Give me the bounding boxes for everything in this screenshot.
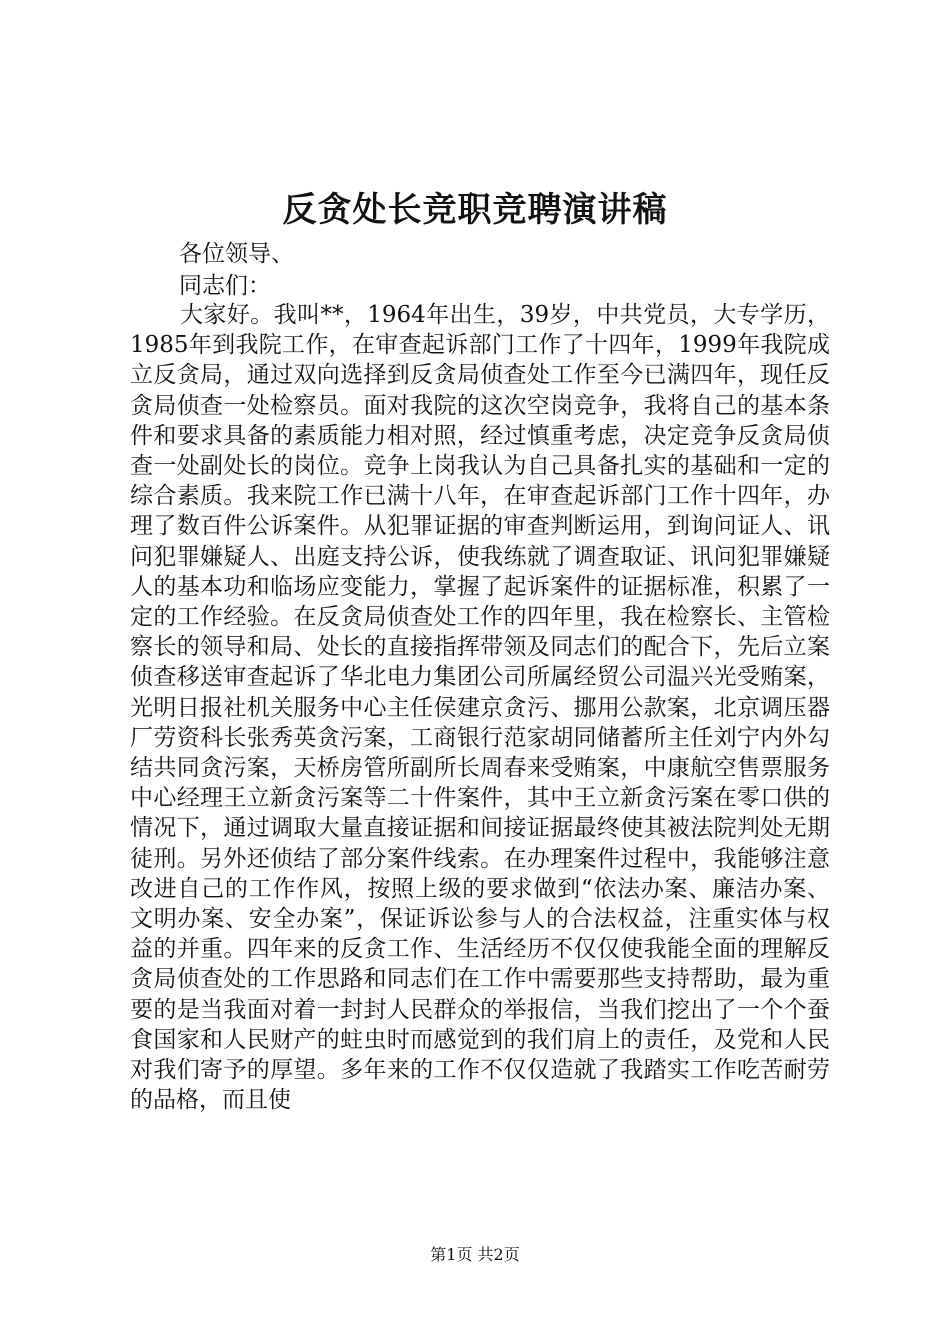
- salutation-line-1: 各位领导、: [179, 241, 294, 267]
- salutation-line-2: 同志们：: [179, 273, 271, 299]
- body-paragraph: 大家好。我叫**，1964年出生，39岁，中共党员，大专学历，1985年到我院工作，在审查起诉部门工作了十四年，1999年我院成立反贪局，通过双向选择到反贪局侦查处工作至今已满四年，现任反贪局侦查一处检察员。面对我院的这次空岗竞争，我将自己的基本条件和要求具备的素质能力相对照，经过慎重考虑，决定竞争反贪局侦查一处副处长的岗位。竞争上岗我认为自己具备扎实的基础和一定的综合素质。我来院工作已满十八年，在审查起诉部门工作十四年，办理了数百件公诉案件。从犯罪证据的审查判断运用，到询问证人、讯问犯罪嫌疑人、出庭支持公诉，使我练就了调查取证、讯问犯罪嫌疑人的基本功和临场应变能力，掌握了起诉案件的证据标准，积累了一定的工作经验。在反贪局侦查处工作的四年里，我在检察长、主管检察长的领导和局、处长的直接指挥带领及同志们的配合下，先后立案侦查移送审查起诉了华北电力集团公司所属经贸公司温兴光受贿案，光明日报社机关服务中心主任侯建京贪污、挪用公款案，北京调压器厂劳资科长张秀英贪污案，工商银行范家胡同储蓄所主任刘宁内外勾结共同贪污案，天桥房管所副所长周春来受贿案，中康航空售票服务中心经理王立新贪污案等二十件案件，其中王立新贪污案在零口供的情况下，通过调取大量直接证据和间接证据最终使其被法院判处无期徒刑。另外还侦结了部分案件线索。在办理案件过程中，我能够注意改进自己的工作作风，按照上级的要求做到“依法办案、廉洁办案、文明办案、安全办案”，保证诉讼参与人的合法权益，注重实体与权益的并重。四年来的反贪工作、生活经历不仅仅使我能全面的理解反贪局侦查处的工作思路和同志们在工作中需要那些支持帮助，最为重要的是当我面对着一封封人民群众的举报信，当我们挖出了一个个蚕食国家和人民财产的蛀虫时而感觉到的我们肩上的责任，及党和人民对我们寄予的厚望。多年来的工作不仅仅造就了我踏实工作吃苦耐劳的品格，而且使: [130, 302, 830, 1114]
- page-indicator: 第1页 共2页: [430, 1245, 520, 1264]
- document-title: 反贪处长竞职竞聘演讲稿: [282, 190, 668, 230]
